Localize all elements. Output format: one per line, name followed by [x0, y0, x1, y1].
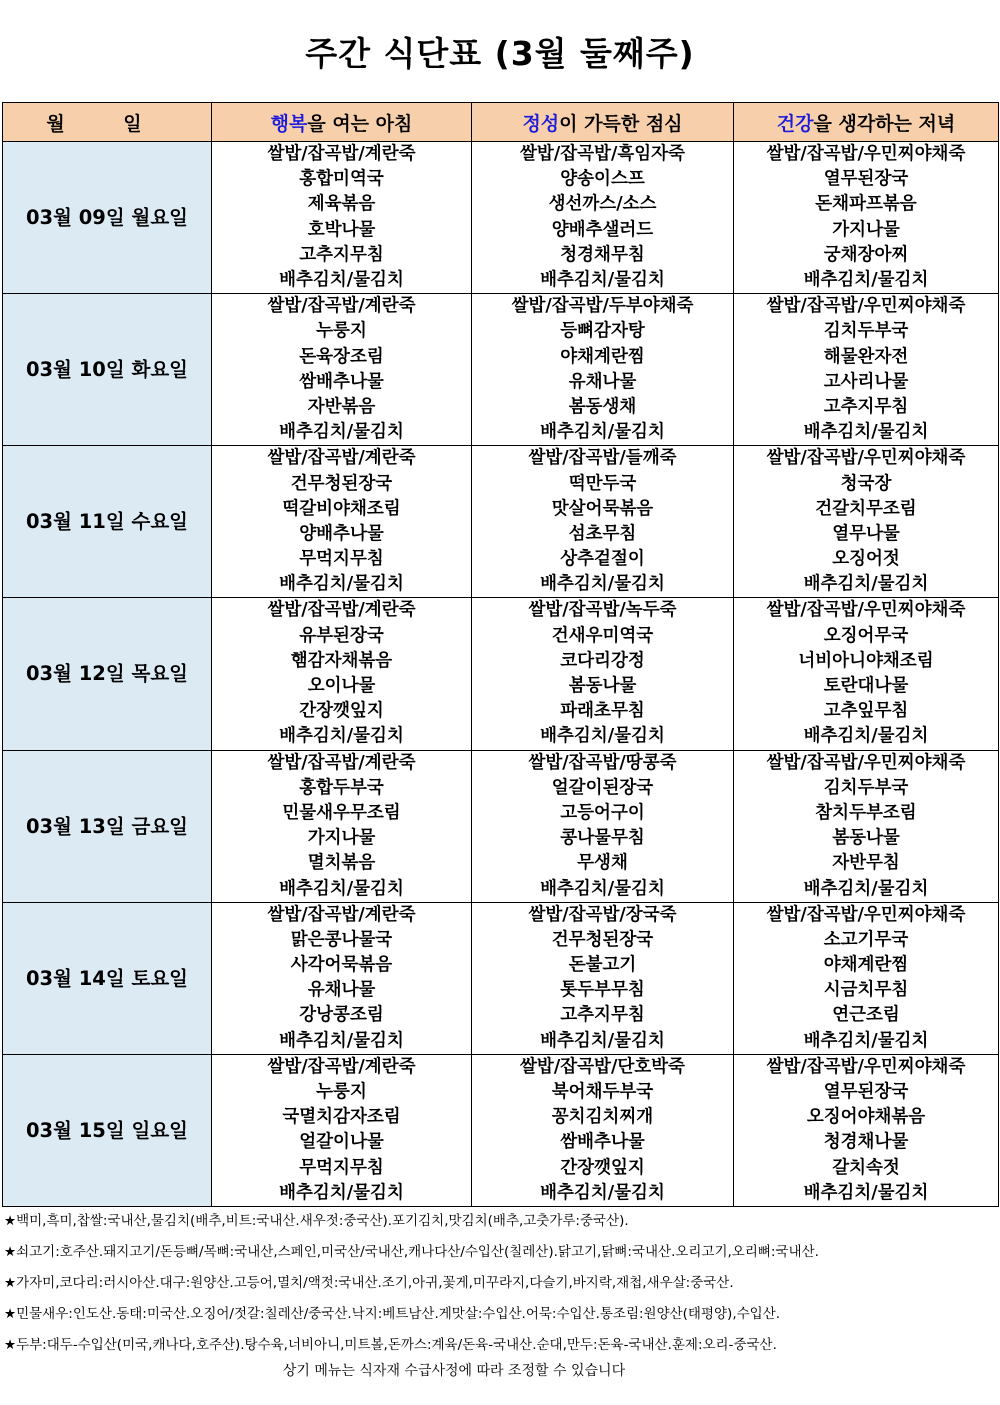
breakfast-item: 유채나물 — [212, 978, 472, 1003]
lunch-item: 맛살어묵볶음 — [472, 497, 734, 522]
breakfast-item: 건무청된장국 — [212, 471, 472, 496]
lunch-item: 건새우미역국 — [472, 624, 734, 649]
lunch-item: 쌀밥/잡곡밥/장국죽 — [472, 902, 734, 928]
lunch-item: 톳두부무침 — [472, 978, 734, 1003]
lunch-item: 배추김치/물김치 — [472, 268, 734, 294]
origin-note: ★쇠고기:호주산.돼지고기/돈등뼈/목뼈:국내산,스페인,미국산/국내산,캐나다산/수입산(칠레산).닭고기,닭뼈:국내산.오리고기,오리뼈:국내산. — [4, 1244, 819, 1260]
breakfast-item: 배추김치/물김치 — [212, 1181, 472, 1207]
origin-note: ★가자미,코다리:러시아산.대구:원양산.고등어,멸치/액젓:국내산.조기,아귀,꽃게,미꾸라지,다슬기,바지락,재첩,새우살:중국산. — [4, 1275, 734, 1291]
dinner-item: 김치두부국 — [734, 319, 999, 344]
breakfast-item: 고추지무침 — [212, 243, 472, 268]
day-cell: 03월 15일 일요일 — [3, 1054, 212, 1206]
lunch-item: 파래초무침 — [472, 699, 734, 724]
breakfast-item: 쌀밥/잡곡밥/계란죽 — [212, 1054, 472, 1080]
breakfast-item: 민물새우무조림 — [212, 801, 472, 826]
dinner-item: 배추김치/물김치 — [734, 572, 999, 598]
lunch-item: 떡만두국 — [472, 471, 734, 496]
dinner-item: 참치두부조림 — [734, 801, 999, 826]
table-row — [3, 598, 999, 624]
breakfast-item: 무먹지무침 — [212, 547, 472, 572]
header-day: 월 일 — [3, 103, 212, 142]
breakfast-item: 돈육장조림 — [212, 345, 472, 370]
lunch-item: 양송이스프 — [472, 167, 734, 192]
breakfast-item: 자반볶음 — [212, 395, 472, 420]
breakfast-item: 홍합미역국 — [212, 167, 472, 192]
lunch-item: 배추김치/물김치 — [472, 1029, 734, 1055]
lunch-item: 양배추샐러드 — [472, 218, 734, 243]
dinner-item: 돈채파프볶음 — [734, 192, 999, 217]
meal-table-body — [3, 142, 999, 1207]
dinner-item: 열무나물 — [734, 522, 999, 547]
breakfast-item: 오이나물 — [212, 674, 472, 699]
breakfast-item: 배추김치/물김치 — [212, 420, 472, 446]
lunch-item: 봄동생채 — [472, 395, 734, 420]
origin-note: ★두부:대두-수입산(미국,캐나다,호주산).탕수육,너비아니,미트볼,돈까스:계육/돈육-국내산.순대,만두:돈육-국내산.훈제:오리-중국산. — [4, 1337, 777, 1353]
footer-notice: 상기 메뉴는 식자재 수급사정에 따라 조정할 수 있습니다 — [282, 1363, 626, 1379]
lunch-item: 봄동나물 — [472, 674, 734, 699]
dinner-item: 궁채장아찌 — [734, 243, 999, 268]
dinner-item: 배추김치/물김치 — [734, 1029, 999, 1055]
dinner-item: 청경채나물 — [734, 1130, 999, 1155]
breakfast-item: 쌀밥/잡곡밥/계란죽 — [212, 142, 472, 168]
table-row — [3, 446, 999, 472]
dinner-item: 쌀밥/잡곡밥/우민찌야채죽 — [734, 902, 999, 928]
dinner-item: 쌀밥/잡곡밥/우민찌야채죽 — [734, 750, 999, 776]
dinner-item: 고추잎무침 — [734, 699, 999, 724]
dinner-item: 소고기무국 — [734, 928, 999, 953]
header-lunch: 정성이 가득한 점심 — [472, 103, 734, 142]
lunch-item: 쌈배추나물 — [472, 1130, 734, 1155]
lunch-item: 건무청된장국 — [472, 928, 734, 953]
dinner-item: 쌀밥/잡곡밥/우민찌야채죽 — [734, 294, 999, 320]
lunch-item: 북어채두부국 — [472, 1080, 734, 1105]
breakfast-item: 양배추나물 — [212, 522, 472, 547]
lunch-item: 쌀밥/잡곡밥/두부야채죽 — [472, 294, 734, 320]
lunch-item: 유채나물 — [472, 370, 734, 395]
table-row — [3, 142, 999, 168]
dinner-item: 해물완자전 — [734, 345, 999, 370]
lunch-item: 쌀밥/잡곡밥/땅콩죽 — [472, 750, 734, 776]
dinner-item: 토란대나물 — [734, 674, 999, 699]
day-cell: 03월 13일 금요일 — [3, 750, 212, 902]
lunch-item: 콩나물무침 — [472, 826, 734, 851]
origin-note: ★민물새우:인도산.동태:미국산.오징어/젓갈:칠레산/중국산.낙지:베트남산.게맛살:수입산.어묵:수입산.통조림:원양산(태평양),수입산. — [4, 1306, 781, 1322]
dinner-item: 배추김치/물김치 — [734, 420, 999, 446]
dinner-item: 건갈치무조림 — [734, 497, 999, 522]
origin-notes — [4, 1206, 996, 1361]
table-header-row — [3, 103, 999, 142]
dinner-item: 쌀밥/잡곡밥/우민찌야채죽 — [734, 598, 999, 624]
table-row — [3, 750, 999, 776]
lunch-item: 쌀밥/잡곡밥/단호박죽 — [472, 1054, 734, 1080]
dinner-item: 배추김치/물김치 — [734, 724, 999, 750]
dinner-item: 갈치속젓 — [734, 1156, 999, 1181]
day-cell: 03월 14일 토요일 — [3, 902, 212, 1054]
breakfast-item: 누룽지 — [212, 319, 472, 344]
dinner-item: 열무된장국 — [734, 1080, 999, 1105]
lunch-item: 무생채 — [472, 851, 734, 876]
dinner-item: 오징어야채볶음 — [734, 1105, 999, 1130]
breakfast-item: 쌀밥/잡곡밥/계란죽 — [212, 902, 472, 928]
day-cell: 03월 12일 목요일 — [3, 598, 212, 750]
dinner-item: 시금치무침 — [734, 978, 999, 1003]
dinner-item: 오징어무국 — [734, 624, 999, 649]
dinner-item: 청국장 — [734, 471, 999, 496]
lunch-item: 배추김치/물김치 — [472, 420, 734, 446]
breakfast-item: 멸치볶음 — [212, 851, 472, 876]
dinner-item: 오징어젓 — [734, 547, 999, 572]
dinner-item: 자반무침 — [734, 851, 999, 876]
header-dinner: 건강을 생각하는 저녁 — [734, 103, 999, 142]
dinner-item: 배추김치/물김치 — [734, 268, 999, 294]
lunch-item: 쌀밥/잡곡밥/녹두죽 — [472, 598, 734, 624]
breakfast-item: 호박나물 — [212, 218, 472, 243]
breakfast-item: 얼갈이나물 — [212, 1130, 472, 1155]
breakfast-item: 쌀밥/잡곡밥/계란죽 — [212, 750, 472, 776]
breakfast-item: 가지나물 — [212, 826, 472, 851]
lunch-item: 배추김치/물김치 — [472, 724, 734, 750]
day-cell: 03월 11일 수요일 — [3, 446, 212, 598]
lunch-item: 배추김치/물김치 — [472, 1181, 734, 1207]
breakfast-item: 유부된장국 — [212, 624, 472, 649]
dinner-item: 배추김치/물김치 — [734, 876, 999, 902]
dinner-item: 쌀밥/잡곡밥/우민찌야채죽 — [734, 142, 999, 168]
lunch-item: 배추김치/물김치 — [472, 572, 734, 598]
dinner-item: 봄동나물 — [734, 826, 999, 851]
breakfast-item: 햄감자채볶음 — [212, 649, 472, 674]
breakfast-item: 무먹지무침 — [212, 1156, 472, 1181]
lunch-item: 쌀밥/잡곡밥/들깨죽 — [472, 446, 734, 472]
table-row — [3, 294, 999, 320]
breakfast-item: 배추김치/물김치 — [212, 572, 472, 598]
lunch-item: 고추지무침 — [472, 1003, 734, 1028]
header-breakfast: 행복을 여는 아침 — [212, 103, 472, 142]
breakfast-item: 제육볶음 — [212, 192, 472, 217]
breakfast-item: 쌀밥/잡곡밥/계란죽 — [212, 598, 472, 624]
lunch-item: 생선까스/소스 — [472, 192, 734, 217]
dinner-item: 고사리나물 — [734, 370, 999, 395]
breakfast-item: 국멸치감자조림 — [212, 1105, 472, 1130]
lunch-item: 청경채무침 — [472, 243, 734, 268]
lunch-item: 꽁치김치찌개 — [472, 1105, 734, 1130]
dinner-item: 야채계란찜 — [734, 953, 999, 978]
dinner-item: 쌀밥/잡곡밥/우민찌야채죽 — [734, 446, 999, 472]
breakfast-item: 떡갈비야채조림 — [212, 497, 472, 522]
lunch-item: 간장깻잎지 — [472, 1156, 734, 1181]
lunch-item: 섬초무침 — [472, 522, 734, 547]
lunch-item: 쌀밥/잡곡밥/흑임자죽 — [472, 142, 734, 168]
breakfast-item: 누룽지 — [212, 1080, 472, 1105]
dinner-item: 배추김치/물김치 — [734, 1181, 999, 1207]
breakfast-item: 쌈배추나물 — [212, 370, 472, 395]
dinner-item: 연근조림 — [734, 1003, 999, 1028]
lunch-item: 얼갈이된장국 — [472, 776, 734, 801]
dinner-item: 김치두부국 — [734, 776, 999, 801]
table-row — [3, 1054, 999, 1080]
lunch-item: 등뼈감자탕 — [472, 319, 734, 344]
breakfast-item: 배추김치/물김치 — [212, 268, 472, 294]
lunch-item: 배추김치/물김치 — [472, 876, 734, 902]
breakfast-item: 쌀밥/잡곡밥/계란죽 — [212, 294, 472, 320]
dinner-item: 가지나물 — [734, 218, 999, 243]
lunch-item: 야채계란찜 — [472, 345, 734, 370]
lunch-item: 상추겉절이 — [472, 547, 734, 572]
lunch-item: 코다리강정 — [472, 649, 734, 674]
dinner-item: 쌀밥/잡곡밥/우민찌야채죽 — [734, 1054, 999, 1080]
meal-table — [2, 102, 999, 1207]
breakfast-item: 맑은콩나물국 — [212, 928, 472, 953]
day-cell: 03월 10일 화요일 — [3, 294, 212, 446]
breakfast-item: 배추김치/물김치 — [212, 876, 472, 902]
table-row — [3, 902, 999, 928]
page-title: 주간 식단표 (3월 둘째주) — [305, 34, 695, 73]
dinner-item: 너비아니야채조림 — [734, 649, 999, 674]
dinner-item: 열무된장국 — [734, 167, 999, 192]
origin-note: ★백미,흑미,찹쌀:국내산,물김치(배추,비트:국내산.새우젓:중국산).포기김치,맛김치(배추,고춧가루:중국산). — [4, 1213, 629, 1229]
day-cell: 03월 09일 월요일 — [3, 142, 212, 294]
breakfast-item: 강낭콩조림 — [212, 1003, 472, 1028]
breakfast-item: 쌀밥/잡곡밥/계란죽 — [212, 446, 472, 472]
breakfast-item: 간장깻잎지 — [212, 699, 472, 724]
breakfast-item: 배추김치/물김치 — [212, 1029, 472, 1055]
breakfast-item: 배추김치/물김치 — [212, 724, 472, 750]
lunch-item: 고등어구이 — [472, 801, 734, 826]
lunch-item: 돈불고기 — [472, 953, 734, 978]
breakfast-item: 홍합두부국 — [212, 776, 472, 801]
breakfast-item: 사각어묵볶음 — [212, 953, 472, 978]
dinner-item: 고추지무침 — [734, 395, 999, 420]
